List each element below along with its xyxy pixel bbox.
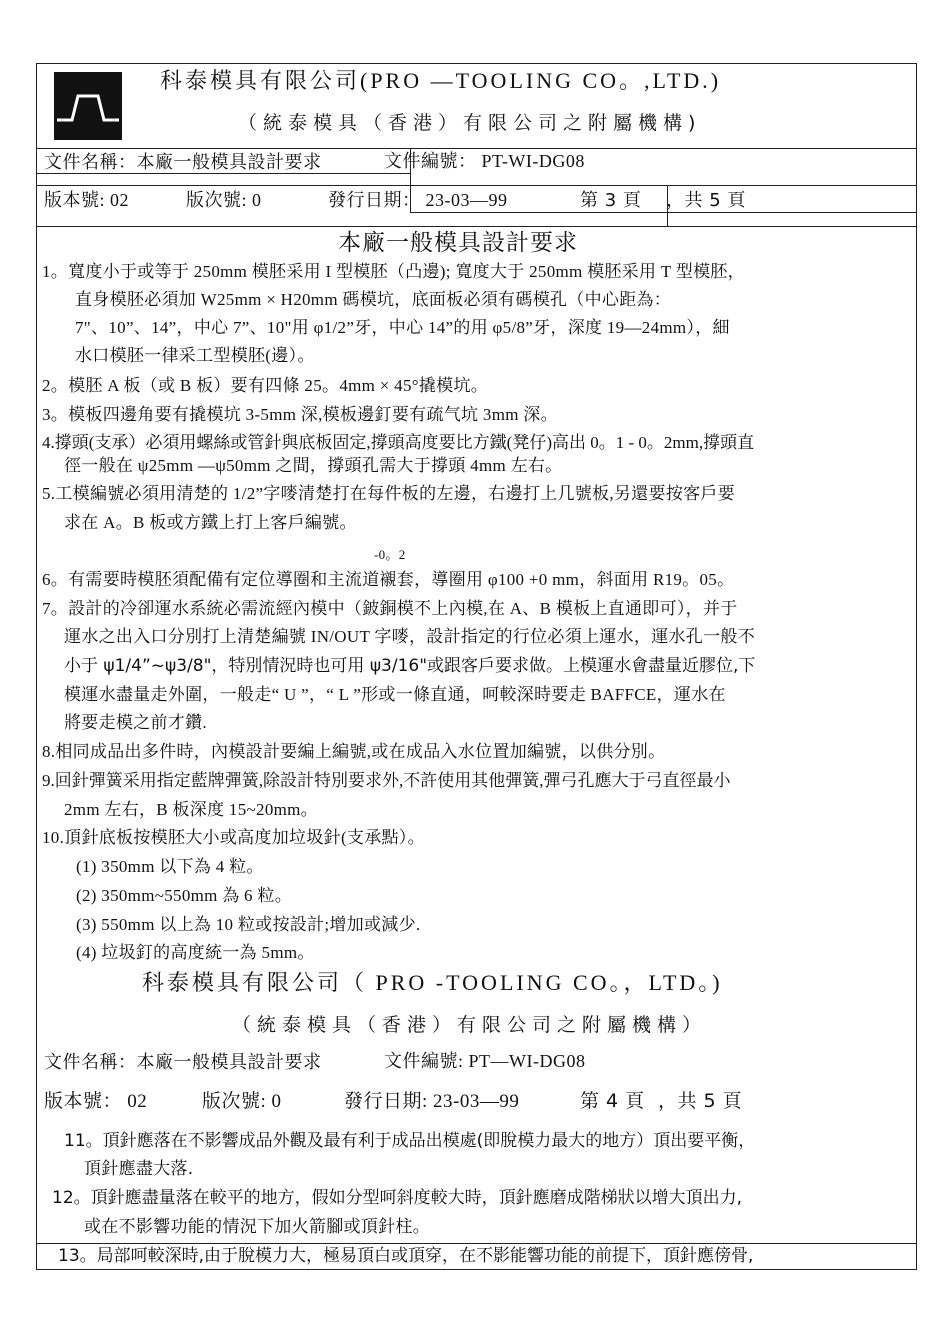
list-item: 求在 A。B 板或方鐵上打上客戶編號。 xyxy=(64,513,357,532)
list-item: 6。有需要時模胚須配備有定位導圈和主流道襯套，導圈用 φ100 +0 mm，斜面用 R19。05。 xyxy=(42,570,735,589)
list-item: 11。頂針應落在不影響成品外觀及最有利于成品出模處(即脫模力最大的地方）頂出要平衡， xyxy=(64,1131,756,1151)
company-name-2: 科泰模具有限公司（ PRO -TOOLING CO。，LTD。) xyxy=(142,970,723,995)
border-bottom xyxy=(36,1269,917,1270)
file-name-2: 文件名稱：本廠一般模具設計要求 xyxy=(44,1052,322,1073)
list-item: (3) 550mm 以上為 10 粒或按設計;增加或減少. xyxy=(76,915,421,934)
list-item: 7"、10”、14”，中心 7”、10"用 φ1/2”牙，中心 14”的用 φ5/8”牙，深度 19—24mm），細 xyxy=(75,318,730,337)
page-total-2: ，共 5 頁 xyxy=(658,1090,743,1112)
list-item: (2) 350mm~550mm 為 6 粒。 xyxy=(76,886,293,905)
version-number: 版本號: 02 xyxy=(44,190,130,210)
company-name: 科泰模具有限公司(PRO —TOOLING CO。,LTD.) xyxy=(160,68,722,93)
file-number: 文件編號： PT-WI-DG08 xyxy=(384,151,585,171)
list-item: 將要走模之前才鑽. xyxy=(64,713,207,732)
section-title: 本廠一般模具設計要求 xyxy=(338,230,578,256)
issue-date: 發行日期： 23-03—99 xyxy=(328,190,508,210)
list-item: 5.工模編號必須用清楚的 1/2”字嘜清楚打在每件板的左邊，右邊打上几號板,另還要按客戶要 xyxy=(42,484,736,503)
border-right xyxy=(916,63,917,1270)
list-item: 小于 ψ1/4”~ψ3/8"，特別情況時也可用 ψ3/16"或跟客戶要求做。上模運水會盡量近膠位,下 xyxy=(64,656,756,676)
list-item: 2。模胚 A 板（或 B 板）要有四條 25。4mm × 45°撬模坑。 xyxy=(42,376,489,395)
file-name: 文件名稱：本廠一般模具設計要求 xyxy=(44,152,322,173)
list-item: 10.頂針底板按模胚大小或高度加垃圾針(支承點）。 xyxy=(42,828,425,847)
list-item: 1。寬度小于或等于 250mm 模胚采用 I 型模胚（凸邊); 寬度大于 250mm 模胚采用 T 型模胚， xyxy=(42,262,745,281)
list-item: (4) 垃圾釘的高度統一為 5mm。 xyxy=(76,943,315,962)
border-left xyxy=(36,63,37,1270)
list-item: 8.相同成品出多件時，內模設計要編上編號,或在成品入水位置加編號，以供分別。 xyxy=(42,742,666,761)
revision-number: 版次號: 0 xyxy=(186,190,262,210)
issue-date-2: 發行日期: 23-03—99 xyxy=(344,1091,520,1112)
list-item: 水口模胚一律采工型模胚(邊）。 xyxy=(75,346,315,365)
list-item: 12。頂針應盡量落在較平的地方，假如分型呵斜度較大時，頂針應磨成階梯狀以增大頂出力, xyxy=(52,1188,743,1208)
rule-page2-bottom xyxy=(36,1243,917,1244)
tolerance-note: -0。2 xyxy=(374,547,406,562)
list-item: 徑一般在 ψ25mm —ψ50mm 之間，撐頭孔需大于撐頭 4mm 左右。 xyxy=(64,456,563,475)
list-item: 或在不影響功能的情況下加火箭腳或頂針柱。 xyxy=(84,1217,430,1237)
list-item: 3。模板四邊角要有撬模坑 3-5mm 深,模板邊釘要有疏气坑 3mm 深。 xyxy=(42,405,558,424)
page-number: 第 3 頁 xyxy=(580,190,642,211)
revision-number-2: 版次號: 0 xyxy=(202,1091,282,1112)
company-affiliation-2: （統泰模具（香港）有限公司之附屬機構） xyxy=(232,1014,708,1036)
company-logo-icon xyxy=(54,72,122,140)
page-total: ，共 5 頁 xyxy=(666,190,746,211)
list-item: 直身模胚必須加 W25mm × H20mm 碼模坑，底面板必須有碼模孔（中心距為： xyxy=(75,290,672,309)
file-number-2: 文件編號: PT—WI-DG08 xyxy=(384,1051,586,1071)
list-item: 模運水盡量走外圍，一般走“ U ”，“ L ”形或一條直通，呵較深時要走 BAFFCE，運水在 xyxy=(64,685,726,704)
company-affiliation: （統泰模具（香港）有限公司之附屬機構) xyxy=(238,112,702,134)
page-number-2: 第 4 頁 xyxy=(580,1090,645,1112)
list-item: 4.撐頭(支承）必須用螺絲或管針與底板固定,撐頭高度要比方鐵(凳仔)高出 0。1 - 0。2mm,撐頭直 xyxy=(42,433,755,452)
rule-partial-2 xyxy=(410,212,916,213)
list-item: 運水之出入口分別打上清楚編號 IN/OUT 字嘜，設計指定的行位必須上運水，運水孔一般不 xyxy=(64,627,755,646)
list-item: 2mm 左右，B 板深度 15~20mm。 xyxy=(64,800,318,819)
list-item: 9.回針彈簧采用指定藍牌彈簧,除設計特別要求外,不許使用其他彈簧,彈弓孔應大于弓直徑最小 xyxy=(42,771,731,790)
list-item: (1) 350mm 以下為 4 粒。 xyxy=(76,857,264,876)
list-item: 13。局部呵較深時,由于脫模力大，極易頂白或頂穿，在不影能響功能的前提下，頂針應傍骨, xyxy=(58,1246,754,1266)
list-item: 頂針應盡大落. xyxy=(84,1159,194,1179)
list-item: 7。設計的冷卻運水系統必需流經內模中（鈹銅模不上內模,在 A、B 模板上直通即可），并于 xyxy=(42,599,738,618)
version-number-2: 版本號： 02 xyxy=(44,1091,148,1112)
